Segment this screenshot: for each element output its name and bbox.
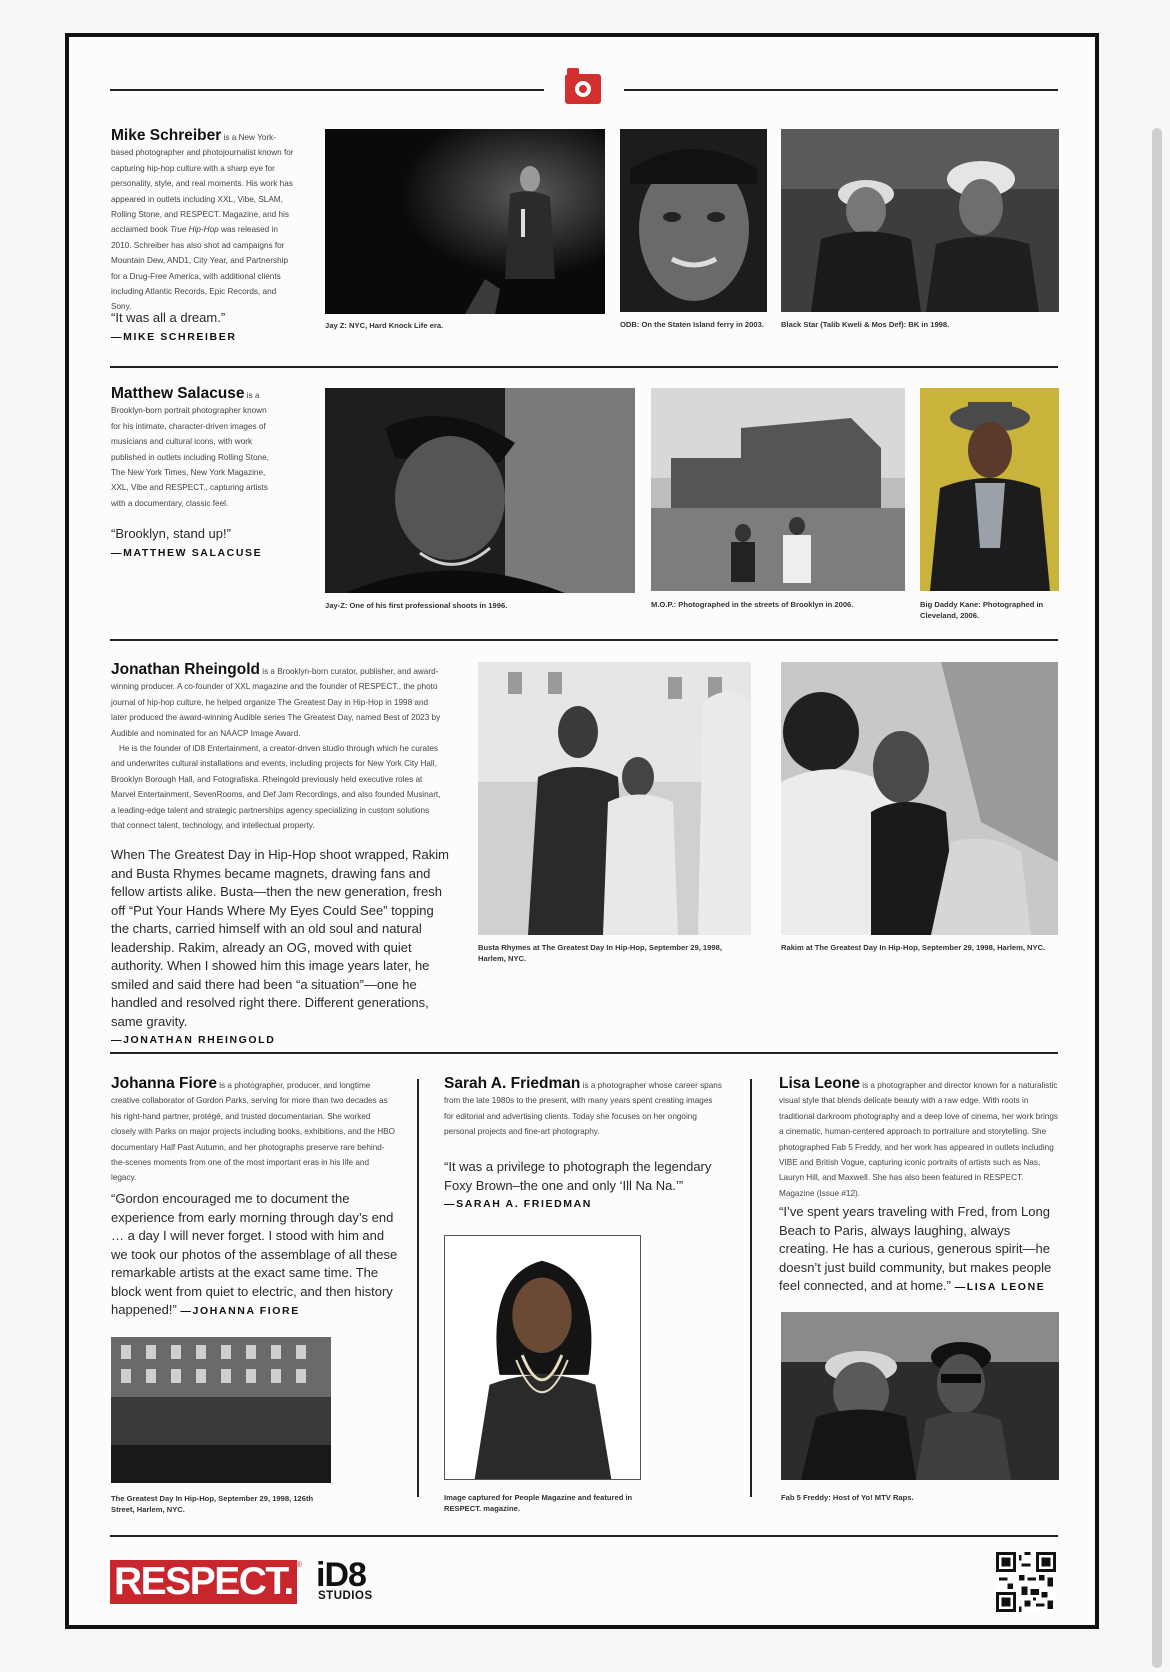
photo-foxy-brown	[444, 1235, 641, 1480]
photographer-name: Jonathan Rheingold	[111, 661, 260, 678]
qr-code-icon[interactable]	[996, 1552, 1056, 1612]
section-divider	[110, 1052, 1058, 1054]
rheingold-quote: When The Greatest Day in Hip-Hop shoot wrapped, Rakim and Busta Rhymes became magnets, drawing fans and fellow artists alike. Busta—then the new generation, fresh off “Put Your Hands Where My Eyes Could See” topping the charts, carried himself with an old soul and natural leadership. Rakim, already an OG, moved with quiet authority. When I showed him this image years later, he smiled and said there had been “a situation”—one he handled and resolved right there. Different generations, same gravity. —JONATHAN RHEINGOLD	[111, 846, 449, 1050]
friedman-quote: “It was a privilege to photograph the legendary Foxy Brown–the one and only ‘Ill Na Na.’” —SARAH A. FRIEDMAN	[444, 1158, 734, 1214]
header-rule-left	[110, 89, 544, 91]
scrollbar[interactable]	[1152, 128, 1162, 1668]
footer-rule	[110, 1535, 1058, 1537]
photo-black-star	[781, 129, 1059, 312]
photographer-name: Lisa Leone	[779, 1075, 860, 1092]
schreiber-bio: Mike Schreiber is a New York-based photographer and photojournalist known for capturing hip-hop culture with a sharp eye for personality, style, and real moments. His work has appeared in outlets including XXL, Vibe, SLAM, Rolling Stone, and RESPECT. Magazine, and his acclaimed book True Hip-Hop was released in 2010. Schreiber has also shot ad campaigns for Mountain Dew, AND1, City Year, and Partnership for a Drug-Free America, with additional clients including Atlantic Records, Epic Records, and Sony.	[111, 127, 294, 312]
photo-jay-z-1996	[325, 388, 635, 593]
caption: Rakim at The Greatest Day In Hip-Hop, September 29, 1998, Harlem, NYC.	[781, 943, 1046, 952]
fiore-bio: Johanna Fiore is a photographer, producer, and longtime creative collaborator of Gordon Parks, serving for more than two decades as his right-hand partner, protégé, and trusted documentarian. She worked closely with Parks on major projects including books, exhibitions, and the HBO documentary Half Past Autumn, and her photographs preserve rare behind-the-scenes moments from one of the most important eras in his life and legacy.	[111, 1075, 395, 1183]
fiore-quote: “Gordon encouraged me to document the experience from early morning through day’s end … a day I will never forget. I stood with him and we took our photos of the assemblage of all these remarkable artists at the exact same time. The block went from quiet to electric, and then history happened!” —JOHANNA FIORE	[111, 1191, 398, 1317]
photographer-name: Mike Schreiber	[111, 127, 222, 144]
header-rule-right	[624, 89, 1058, 91]
photo-odb	[620, 129, 767, 312]
salacuse-bio: Matthew Salacuse is a Brooklyn-born portrait photographer known for his intimate, character-driven images of musicians and cultural icons, with work published in outlets including Rolling Stone, The New York Times, New York Magazine, XXL, Vibe and RESPECT., capturing artists with a documentary, classic feel.	[111, 385, 269, 508]
quote-credit: —JONATHAN RHEINGOLD	[111, 1034, 276, 1046]
photo-mop	[651, 388, 905, 591]
quote-credit: —LISA LEONE	[954, 1281, 1046, 1293]
photo-greatest-day-harlem	[111, 1337, 331, 1483]
photo-big-daddy-kane	[920, 388, 1059, 591]
quote-credit: —SARAH A. FRIEDMAN	[444, 1198, 592, 1210]
id8-logo: iD8	[316, 1556, 366, 1594]
caption: ODB: On the Staten Island ferry in 2003.	[620, 320, 764, 329]
id8-studios-label: STUDIOS	[318, 1590, 373, 1602]
caption: Jay-Z: One of his first professional shoots in 1996.	[325, 601, 508, 610]
section-divider	[110, 366, 1058, 368]
caption: Big Daddy Kane: Photographed in Cleveland, 2006.	[920, 600, 1044, 620]
column-divider	[417, 1079, 419, 1497]
friedman-bio: Sarah A. Friedman is a photographer whose career spans from the late 1980s to the present, with many years spent creating images for editorial and advertising clients. Today she focuses on her ongoing personal projects and fine-art photography.	[444, 1075, 722, 1137]
salacuse-quote: “Brooklyn, stand up!” —MATTHEW SALACUSE	[111, 525, 301, 562]
column-divider	[750, 1079, 752, 1497]
caption: M.O.P.: Photographed in the streets of Brooklyn in 2006.	[651, 600, 854, 609]
photo-fab-5-freddy	[781, 1312, 1059, 1480]
leone-quote: “I’ve spent years traveling with Fred, from Long Beach to Paris, always laughing, always creating. He has a curious, generous spirit—he doesn’t just build community, but makes people feel connected, and at home.” —LISA LEONE	[779, 1204, 1052, 1293]
caption: Image captured for People Magazine and featured in RESPECT. magazine.	[444, 1493, 633, 1513]
section-divider	[110, 639, 1058, 641]
book-title: True Hip-Hop	[170, 225, 219, 235]
photographer-name: Sarah A. Friedman	[444, 1075, 581, 1092]
photo-busta-rhymes	[478, 662, 751, 935]
photo-jay-z-hard-knock	[325, 129, 605, 314]
caption: Black Star (Talib Kweli & Mos Def): BK in 1998.	[781, 320, 950, 329]
quote-credit: —MIKE SCHREIBER	[111, 330, 237, 343]
quote-credit: —JOHANNA FIORE	[180, 1305, 300, 1317]
schreiber-quote: “It was all a dream.” —MIKE SCHREIBER	[111, 309, 301, 346]
rheingold-bio: Jonathan Rheingold is a Brooklyn-born curator, publisher, and award-winning producer. A co-founder of XXL magazine and the founder of RESPECT., the photo journal of hip-hop culture, he helped organize The Greatest Day in Hip-Hop in 1998 and later produced the award-winning Audible series The Greatest Day, named Best of 2023 by Audible and nominated for an NAACP Image Award. He is the founder of iD8 Entertainment, a creator-driven studio through which he curates and underwrites cultural installations and events, including projects for New York City Hall, Brooklyn Borough Hall, and Fotografiska. Rheingold previously held executive roles at Marvel Entertainment, SevenRooms, and Def Jam Recordings, and also founded Musinart, a leading-edge talent and strategic partnerships agency specializing in custom solutions that connect talent, technology, and intellectual property.	[111, 661, 441, 831]
registered-mark: ®	[296, 1560, 302, 1569]
leone-bio: Lisa Leone is a photographer and director known for a naturalistic visual style that blends delicate beauty with a raw edge. With roots in traditional darkroom photography and a deep love of cinema, her work brings a cinematic, human-centered approach to portraiture and storytelling. She photographed Fab 5 Freddy, and her work has appeared in outlets including VIBE and British Vogue, capturing iconic portraits of artists such as Nas, Lauryn Hill, and Maxwell. She has also been featured in RESPECT. Magazine (Issue #12).	[779, 1075, 1058, 1198]
caption: The Greatest Day In Hip-Hop, September 29, 1998, 126th Street, Harlem, NYC.	[111, 1494, 314, 1514]
photographer-name: Matthew Salacuse	[111, 385, 245, 402]
caption: Jay Z: NYC, Hard Knock Life era.	[325, 321, 444, 330]
respect-logo: RESPECT.	[110, 1560, 297, 1604]
caption: Fab 5 Freddy: Host of Yo! MTV Raps.	[781, 1493, 914, 1502]
photo-rakim	[781, 662, 1058, 935]
quote-credit: —MATTHEW SALACUSE	[111, 546, 263, 559]
camera-icon	[565, 74, 601, 104]
photographer-name: Johanna Fiore	[111, 1075, 217, 1092]
caption: Busta Rhymes at The Greatest Day In Hip-Hop, September 29, 1998, Harlem, NYC.	[478, 943, 722, 963]
